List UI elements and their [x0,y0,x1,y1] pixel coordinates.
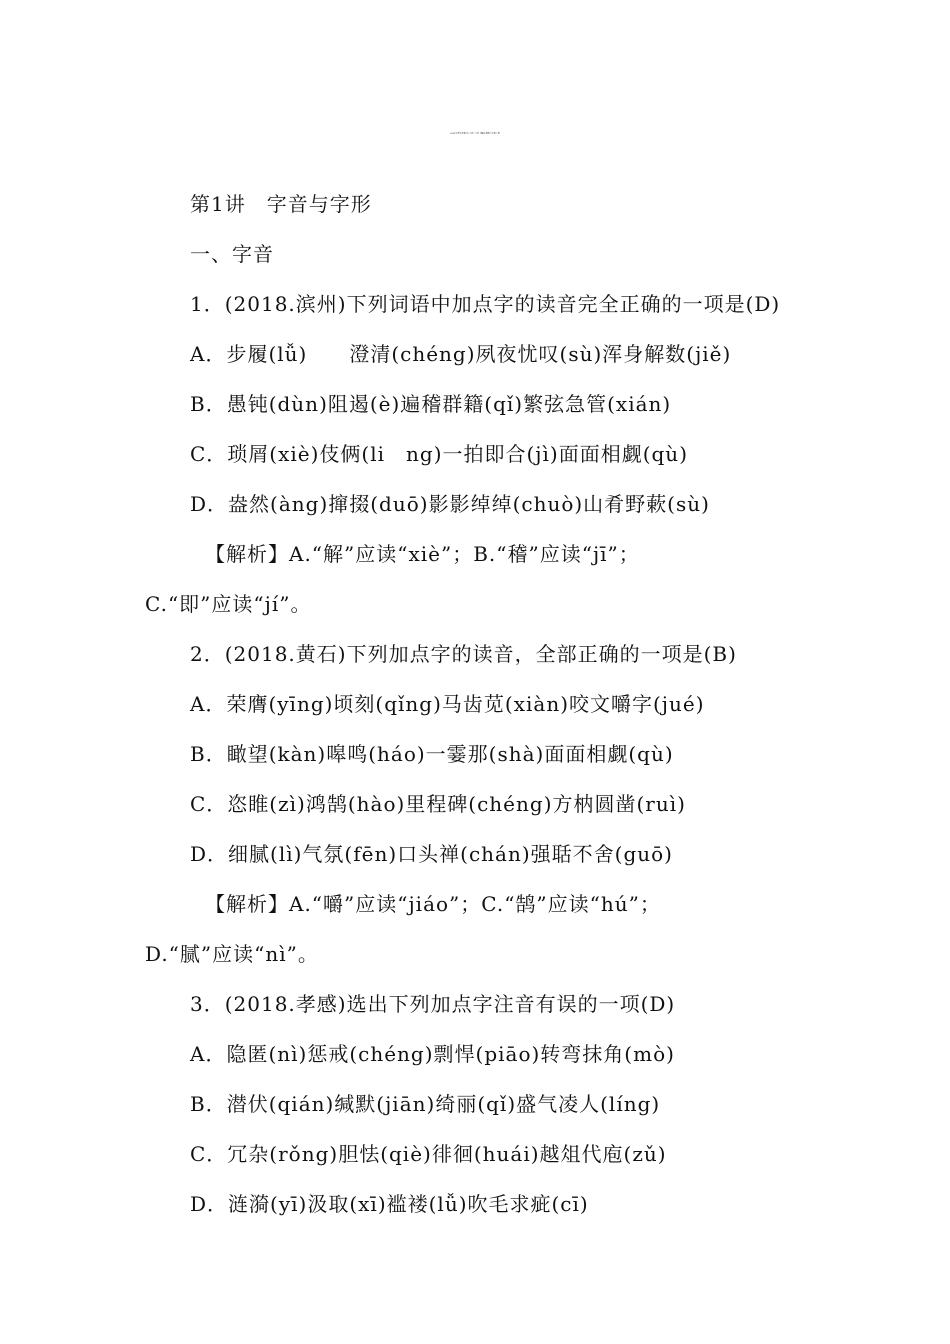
question-2-option-b: B．瞰望(kàn)嗥鸣(háo)一霎那(shà)面面相觑(qù) [190,742,674,766]
question-1-option-a: A．步履(lǚ) 澄清(chéng)夙夜忧叹(sù)浑身解数(jiě) [190,342,732,366]
question-3-option-d: D．涟漪(yī)汲取(xī)褴褛(lǚ)吹毛求疵(cī) [190,1192,589,1216]
question-1-option-b: B．愚钝(dùn)阻遏(è)遍稽群籍(qǐ)繁弦急管(xián) [190,392,672,416]
question-2-option-c: C．恣睢(zì)鸿鹄(hào)里程碑(chéng)方枘圆凿(ruì) [190,792,686,816]
question-1-analysis: 【解析】A.“解”应读“xiè”；B.“稽”应读“jī”； [205,542,640,566]
question-2-option-d: D．细腻(lì)气氛(fēn)口头禅(chán)强聒不舍(guō) [190,842,673,866]
question-3-option-a: A．隐匿(nì)惩戒(chéng)剽悍(piāo)转弯抹角(mò) [190,1042,675,1066]
lesson-heading: 第1讲 字音与字形 [190,192,372,216]
question-2-analysis: 【解析】A.“嚼”应读“jiáo”；C.“鹄”应读“hú”； [205,892,661,916]
question-3-stem: 3．(2018.孝感)选出下列加点字注音有误的一项(D) [190,992,676,1016]
question-2-stem: 2．(2018.黄石)下列加点字的读音，全部正确的一项是(B) [190,642,737,666]
document-title: 2019中考复习第1讲 字音与字形 部编人教版九年级上册 [450,133,500,135]
question-1-option-d: D．盎然(àng)撺掇(duō)影影绰绰(chuò)山肴野蔌(sù) [190,492,710,516]
section-heading: 一、字音 [190,242,274,266]
question-1-analysis-cont: C.“即”应读“jí”。 [145,592,312,616]
question-1-stem: 1．(2018.滨州)下列词语中加点字的读音完全正确的一项是(D) [190,292,781,316]
question-2-analysis-cont: D.“腻”应读“nì”。 [145,942,319,966]
question-3-option-c: C．冗杂(rǒng)胆怯(qiè)徘徊(huái)越俎代庖(zǔ) [190,1142,667,1166]
question-3-option-b: B．潜伏(qián)缄默(jiān)绮丽(qǐ)盛气凌人(líng) [190,1092,661,1116]
question-2-option-a: A．荣膺(yīng)顷刻(qǐng)马齿苋(xiàn)咬文嚼字(jué) [190,692,705,716]
question-1-option-c: C．琐屑(xiè)伎俩(li ng)一拍即合(jì)面面相觑(qù) [190,442,688,466]
